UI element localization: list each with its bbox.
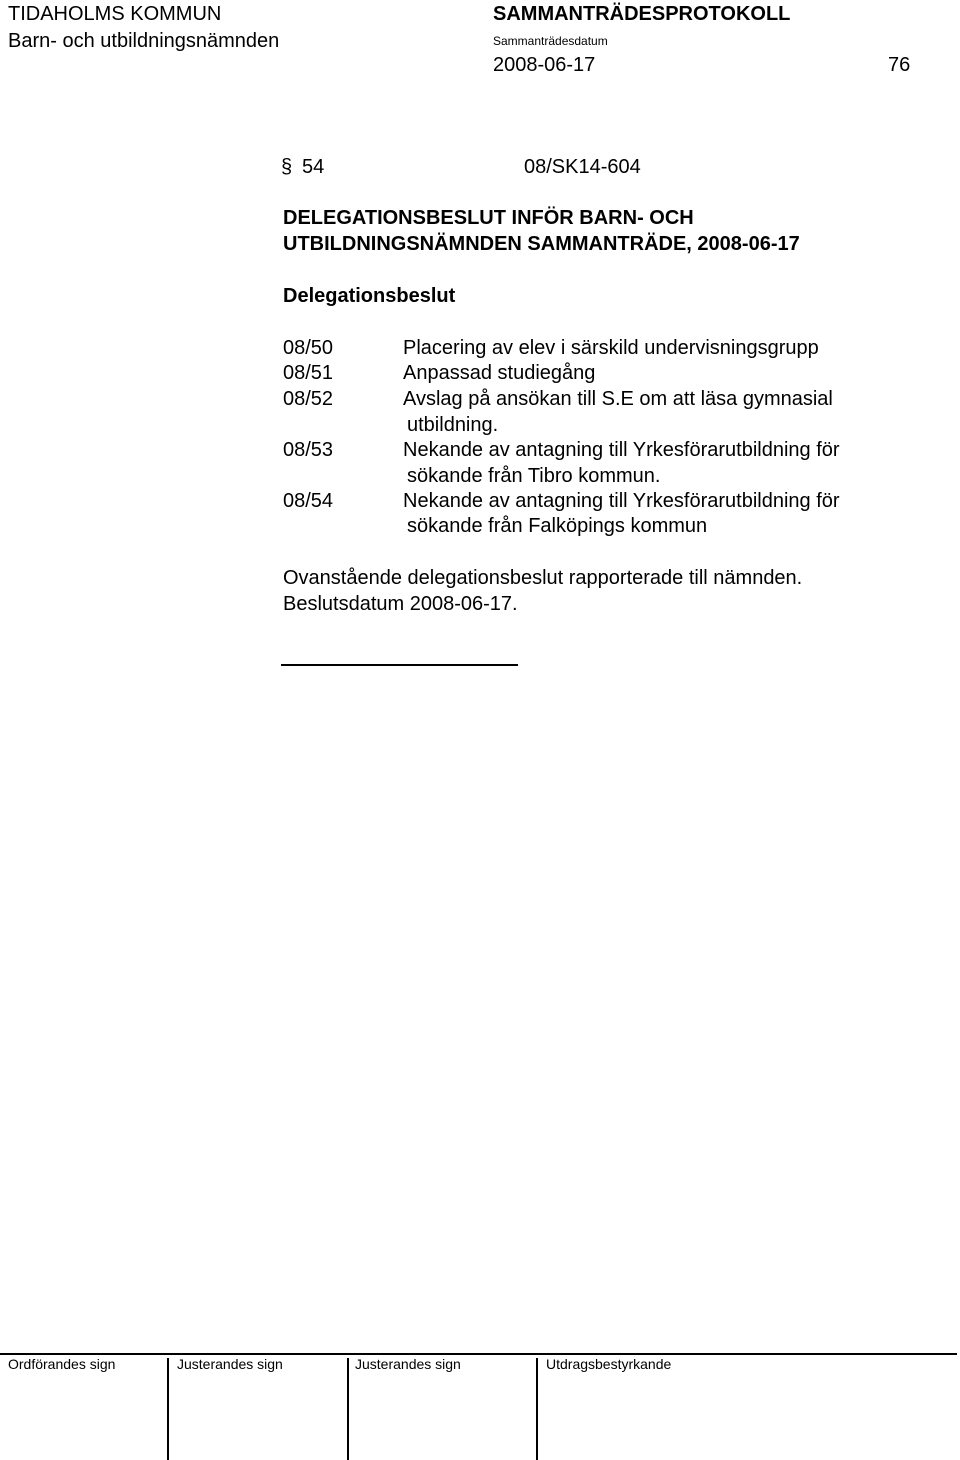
- decision-text-continued: utbildning.: [407, 414, 499, 436]
- decision-text: Anpassad studiegång: [403, 362, 596, 384]
- section-symbol: §: [281, 156, 293, 178]
- decision-code: 08/53: [283, 439, 334, 461]
- section-number: 54: [302, 156, 325, 178]
- decision-text: Nekande av antagning till Yrkesförarutbildning för: [403, 439, 840, 461]
- decision-text-continued: sökande från Falköpings kommun: [407, 515, 708, 537]
- extract-certification-label: Utdragsbestyrkande: [546, 1356, 672, 1372]
- decision-code: 08/50: [283, 337, 334, 359]
- section-title-line2: UTBILDNINGSNÄMNDEN SAMMANTRÄDE, 2008-06-17: [283, 233, 800, 255]
- decision-text: Placering av elev i särskild undervisningsgrupp: [403, 337, 819, 359]
- decision-text-continued: sökande från Tibro kommun.: [407, 465, 661, 487]
- committee-name: Barn- och utbildningsnämnden: [8, 30, 280, 52]
- chair-signature-label: Ordförandes sign: [8, 1356, 116, 1372]
- footer-rule: [0, 1353, 957, 1355]
- subheading: Delegationsbeslut: [283, 285, 456, 307]
- case-reference: 08/SK14-604: [524, 156, 641, 178]
- footer-column-divider: [536, 1358, 538, 1460]
- adjuster-signature-label: Justerandes sign: [355, 1356, 461, 1372]
- organization-name: TIDAHOLMS KOMMUN: [8, 3, 222, 25]
- adjuster-signature-label: Justerandes sign: [177, 1356, 283, 1372]
- document-type: SAMMANTRÄDESPROTOKOLL: [493, 3, 791, 25]
- decision-date: Beslutsdatum 2008-06-17.: [283, 593, 518, 615]
- footer-column-divider: [167, 1358, 169, 1460]
- page-number: 76: [888, 54, 911, 76]
- date-label: Sammanträdesdatum: [493, 34, 608, 48]
- meeting-date: 2008-06-17: [493, 54, 596, 76]
- decision-text: Avslag på ansökan till S.E om att läsa gymnasial: [403, 388, 833, 410]
- conclusion-statement: Ovanstående delegationsbeslut rapporterade till nämnden.: [283, 567, 803, 589]
- decision-code: 08/52: [283, 388, 334, 410]
- divider-line: [281, 664, 518, 666]
- decision-text: Nekande av antagning till Yrkesförarutbildning för: [403, 490, 840, 512]
- decision-code: 08/51: [283, 362, 334, 384]
- footer-column-divider: [347, 1358, 349, 1460]
- decision-code: 08/54: [283, 490, 334, 512]
- section-title-line1: DELEGATIONSBESLUT INFÖR BARN- OCH: [283, 207, 694, 229]
